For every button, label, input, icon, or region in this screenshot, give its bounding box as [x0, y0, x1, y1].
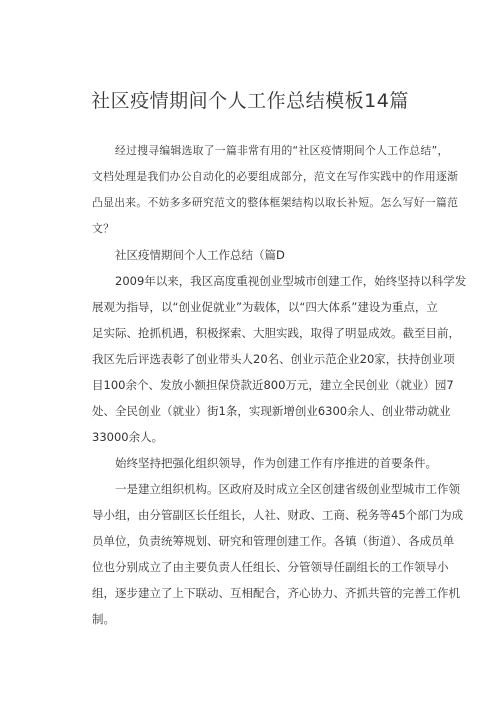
text-line: 33000余人。 — [92, 430, 164, 444]
text-line: 制。 — [92, 612, 115, 626]
text-line: 文？ — [92, 222, 115, 235]
text-line: 员单位，负责统筹规划、研究和管理创建工作。各镇（街道）、各成员单 — [92, 534, 455, 548]
text-line: 始终坚持把强化组织领导，作为创建工作有序推进的首要条件。 — [115, 456, 437, 470]
paragraph-organization — [92, 476, 464, 632]
text-line: 目100余个、发放小额担保贷款近800万元，建立全民创业（就业）园7 — [92, 378, 454, 392]
text-line: 凸显出来。不妨多多研究范文的整体框架结构以取长补短。怎么写好一篇范 — [92, 196, 459, 209]
text-line: 社区疫情期间个人工作总结（篇D — [115, 248, 285, 262]
text-line: 处、全民创业（就业）街1条，实现新增创业6300余人、创业带动就业 — [92, 404, 451, 418]
text-line: 2009年以来，我区高度重视创业型城市创建工作，始终坚持以科学发 — [115, 274, 467, 288]
section-heading — [92, 242, 444, 268]
text-line: 文档处理是我们办公自动化的必要组成部分，范文在写作实践中的作用逐渐 — [92, 170, 459, 183]
text-line: 展观为指导，以“创业促就业”为载体，以“四大体系”建设为重点，立 — [92, 300, 438, 314]
text-line: 位也分别成立了由主要负责人任组长、分管领导任副组长的工作领导小 — [92, 560, 449, 574]
text-line: 足实际、抢抓机遇，积极探索、大胆实践，取得了明显成效。截至目前， — [92, 326, 460, 340]
document-title: 社区疫情期间个人工作总结模板14篇 — [91, 90, 409, 112]
text-line: 我区先后评选表彰了创业带头人20名、创业示范企业20家，扶持创业项 — [92, 352, 455, 366]
text-line: 一是建立组织机构。区政府及时成立全区创建省级创业型城市工作领 — [115, 482, 460, 496]
paragraph-achievements — [92, 268, 467, 450]
text-line: 经过搜寻编辑选取了一篇非常有用的“社区疫情期间个人工作总结”， — [115, 144, 449, 157]
text-line: 导小组，由分管副区长任组长，人社、财政、工商、税务等45个部门为成 — [92, 508, 464, 522]
paragraph-intro — [92, 138, 459, 242]
paragraph-principle — [92, 450, 444, 476]
text-line: 组，逐步建立了上下联动、互相配合，齐心协力、齐抓共管的完善工作机 — [92, 586, 460, 600]
